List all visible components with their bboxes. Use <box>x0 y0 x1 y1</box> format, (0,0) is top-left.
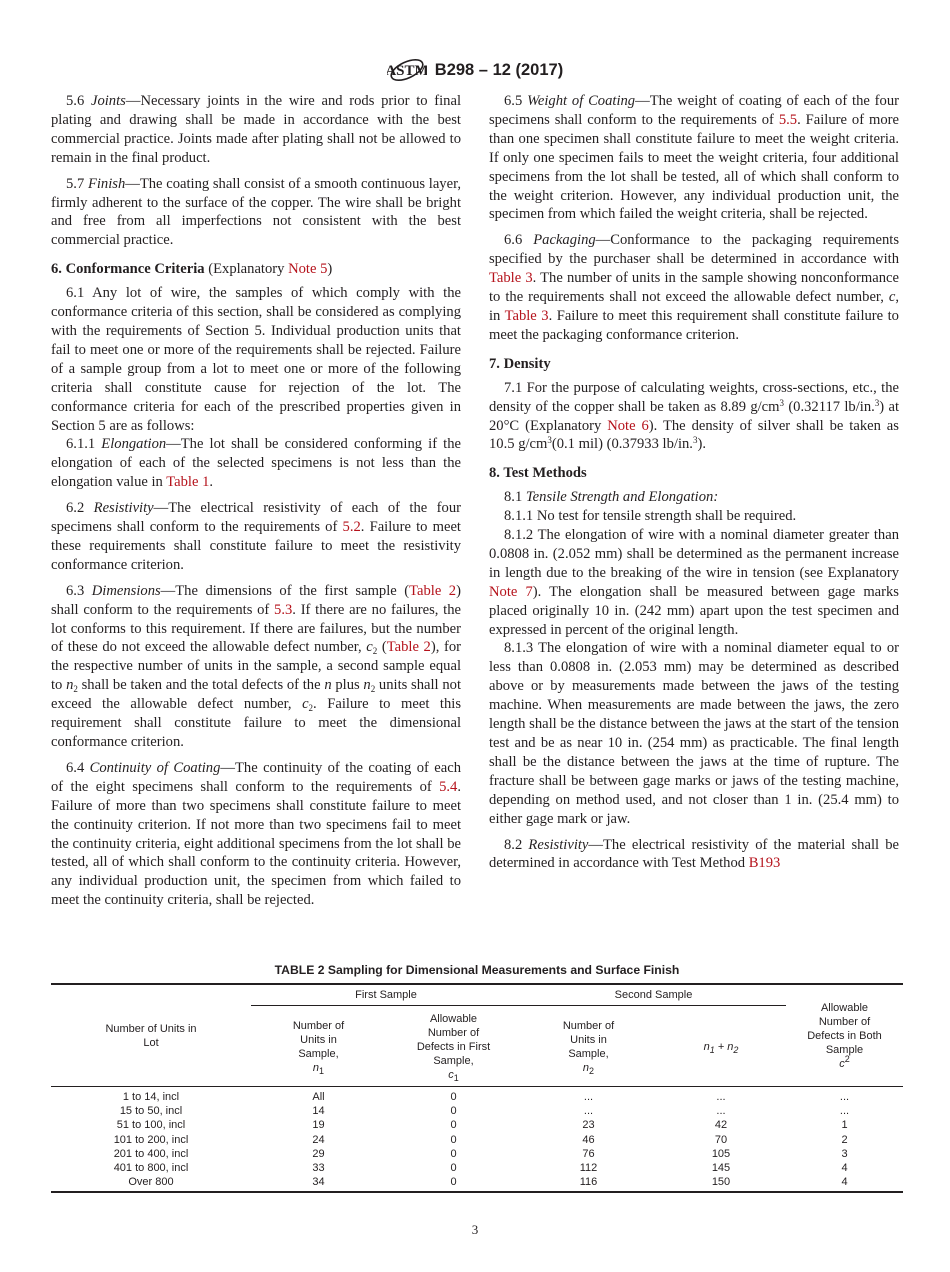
section-8-1: 8.1 Tensile Strength and Elongation: <box>504 489 719 506</box>
section-8-heading: 8. Test Methods <box>489 465 587 482</box>
table-1-link[interactable]: Table 1 <box>166 474 210 491</box>
page-header <box>0 56 950 84</box>
section-8-1-2: 8.1.2 The elongation of wire with a nominal diameter greater than 0.0808 in. (2.052 mm) shall be determined as the permanent increase in length due to the breaking of the wire in tension (see Explanatory Note 7). The elongation shall be measured between gage marks placed originally 10 in. (242 mm) apart upon the test specimen and expressed in percent of the original length. <box>489 527 899 638</box>
b193-link[interactable]: B193 <box>748 855 781 872</box>
section-6-1: 6.1 Any lot of wire, the samples of which comply with the conformance criteria of this section, shall be considered as complying with the requirements of Section 5. Individual production units that fail to meet one or more of the requirements shall be rejected. Failure of a sample group from a lot to meet one or more of the following criteria shall constitute cause for rejection of the lot. The conformance criteria for each of the prescribed properties given in Section 5 are as follows: <box>51 285 461 434</box>
table-row: 401 to 800, incl 33 0 112 145 4 <box>113 1162 848 1175</box>
section-5-4-link[interactable]: 5.4 <box>439 778 458 795</box>
col-header-c1: Allowable Number of Defects in First Sample, $c_1$ <box>386 1006 521 1087</box>
note-5-link[interactable]: Note 5 <box>288 261 328 278</box>
section-8-2: 8.2 Resistivity—The electrical resistivity of the material shall be determined in accordance with Test Method B193 <box>489 836 899 872</box>
note-6-link[interactable]: Note 6 <box>607 417 649 434</box>
section-6-5: 6.5 Weight of Coating—The weight of coating of each of the four specimens shall conform to the requirements of 5.5. Failure of more than one specimen shall constitute failure to meet the weight criteria. If only one specimen fails to meet the weight criteria, four additional specimens from the lot shall be tested, all of which shall conform to the weight criterion. However, any individual production unit, the specimen from which failed the weight criteria, shall be rejected. <box>489 93 899 223</box>
table-row: 15 to 50, incl 14 0 ... ... ... <box>119 1105 850 1118</box>
section-5-2-link[interactable]: 5.2 <box>342 519 361 536</box>
section-6-4: 6.4 Continuity of Coating—The continuity of the coating of each of the eight specimens shall conform to the requirements of 5.4. Failure of more than two specimens shall constitute failure to meet the continuity criterion. If not more than two specimens fail to meet the continuity criteria, eight additional specimens from the lot shall be tested, all of which shall conform to the continuity criteria. However, any individual production unit, the specimen from which failed to meet the continuity criteria, shall be rejected. <box>51 759 461 909</box>
col-header-n2: Number of Units in Sample, $n_2$ <box>521 1006 656 1087</box>
table-row: 201 to 400, incl 29 0 76 105 3 <box>113 1147 848 1160</box>
table-row: Over 800 34 0 116 150 4 <box>51 1175 903 1192</box>
col-header-n1: Number of Units in Sample, $n_1$ <box>251 1006 386 1087</box>
section-5-6: 5.6 Joints—Necessary joints in the wire and rods prior to final plating and drawing shall be made in accordance with the best commercial practice. Joints made after plating shall not be allowed to remain in the final product. <box>51 93 462 166</box>
section-6-heading: 6. Conformance Criteria (Explanatory Note 5) <box>51 261 333 278</box>
table-3-link[interactable]: Table 3 <box>504 307 549 324</box>
section-6-6: 6.6 Packaging—Conformance to the packaging requirements specified by the purchaser shall be determined in accordance with Table 3. The number of units in the sample showing nonconformance to the requirements shall not exceed the allowable defect number, c, in Table 3. Failure to meet this requirement shall constitute failure to meet the packaging conformance criterion. <box>489 232 899 343</box>
section-7-heading: 7. Density <box>489 355 551 372</box>
standard-designation: B298 – 12 (2017) <box>434 60 564 79</box>
table-2-link[interactable]: Table 2 <box>409 582 457 599</box>
sampling-table <box>51 983 903 1193</box>
section-8-1-3: 8.1.3 The elongation of wire with a nominal diameter equal to or less than 0.0808 in. (2.053 mm) may be determined as described above or by measurements made between the jaws of the testing machine. When measurements are made between the jaws, the zero length shall be the distance between the jaws at the start of the tension test and be as near 10 in. (254 mm) as practicable. The final length shall be the distance between the jaws at the time of rupture. The fracture shall be between gage marks or jaws of the testing machine, depending on method used, and not closer than 1 in. (25.4 mm) to either gage mark or jaw. <box>489 640 899 827</box>
left-column <box>51 92 461 917</box>
table-2 <box>51 963 903 1193</box>
section-7-1: 7.1 For the purpose of calculating weights, cross-sections, etc., the density of the copper shall be taken as 8.89 $g/cm^3$ (0.32117 lb/in.$^3$) at 20°C (Explanatory Note 6). The density of silver shall be taken as 10.5 $g/cm^3(0.1$ mil) (0.37933 lb/in.$^3$). <box>489 379 900 453</box>
section-6-1-1: 6.1.1 Elongation—The lot shall be considered conforming if the elongation of each of the selected specimens is not less than the elongation value in Table 1. <box>51 436 461 491</box>
table-3-link[interactable]: Table 3 <box>489 270 533 287</box>
page-number: 3 <box>471 1222 479 1237</box>
right-column <box>489 92 899 880</box>
col-header-c2: Allowable Number of Defects in Both Sample $c^2$ <box>786 984 903 1087</box>
section-6-2: 6.2 Resistivity—The electrical resistivity of each of the four specimens shall conform to the requirements of 5.2. Failure to meet these requirements shall constitute failure to meet the resistivity conformance criterion. <box>51 500 461 573</box>
group-header-first-sample: First Sample <box>251 984 521 1006</box>
svg-text:ASTM: ASTM <box>386 63 427 79</box>
astm-logo-icon <box>387 56 427 84</box>
table-row: 1 to 14, incl All 0 ... ... ... <box>122 1091 850 1103</box>
group-header-second-sample: Second Sample <box>521 984 786 1006</box>
section-5-5-link[interactable]: 5.5 <box>778 111 798 128</box>
table-row: 51 to 100, incl 19 0 23 42 1 <box>116 1119 848 1132</box>
col-header-n1-plus-n2: $n_1 + n_2$ <box>656 1006 786 1087</box>
note-7-link[interactable]: Note 7 <box>489 583 533 600</box>
table-title: TABLE 2 Sampling for Dimensional Measurements and Surface Finish <box>274 963 680 977</box>
col-header-units-in-lot: Number of Units in Lot <box>51 984 251 1087</box>
section-6-3: 6.3 Dimensions—The dimensions of the first sample (Table 2) shall conform to the requirements of 5.3. If there are no failures, the lot conforms to this requirement. If there are failures, but the number of these do not exceed the allowable defect number, $c_2$ (Table 2), for the respective number of units in the sample, a second sample equal to $n_2$ shall be taken and the total defects of the n plus $n_2$ units shall not exceed the allowable defect number, $c_2$. Failure to meet this requirement shall constitute failure to meet the dimensional conformance criterion. <box>51 582 461 750</box>
table-2-link[interactable]: Table 2 <box>386 639 431 656</box>
table-row: 101 to 200, incl 24 0 46 70 2 <box>113 1133 848 1146</box>
section-8-1-1: 8.1.1 No test for tensile strength shall be required. <box>504 508 797 525</box>
section-5-7: 5.7 Finish—The coating shall consist of a smooth continuous layer, firmly adherent to the surface of the copper. The wire shall be bright and free from all imperfections not consistent with the best commercial practice. <box>51 175 461 249</box>
section-5-3-link[interactable]: 5.3 <box>274 601 293 618</box>
